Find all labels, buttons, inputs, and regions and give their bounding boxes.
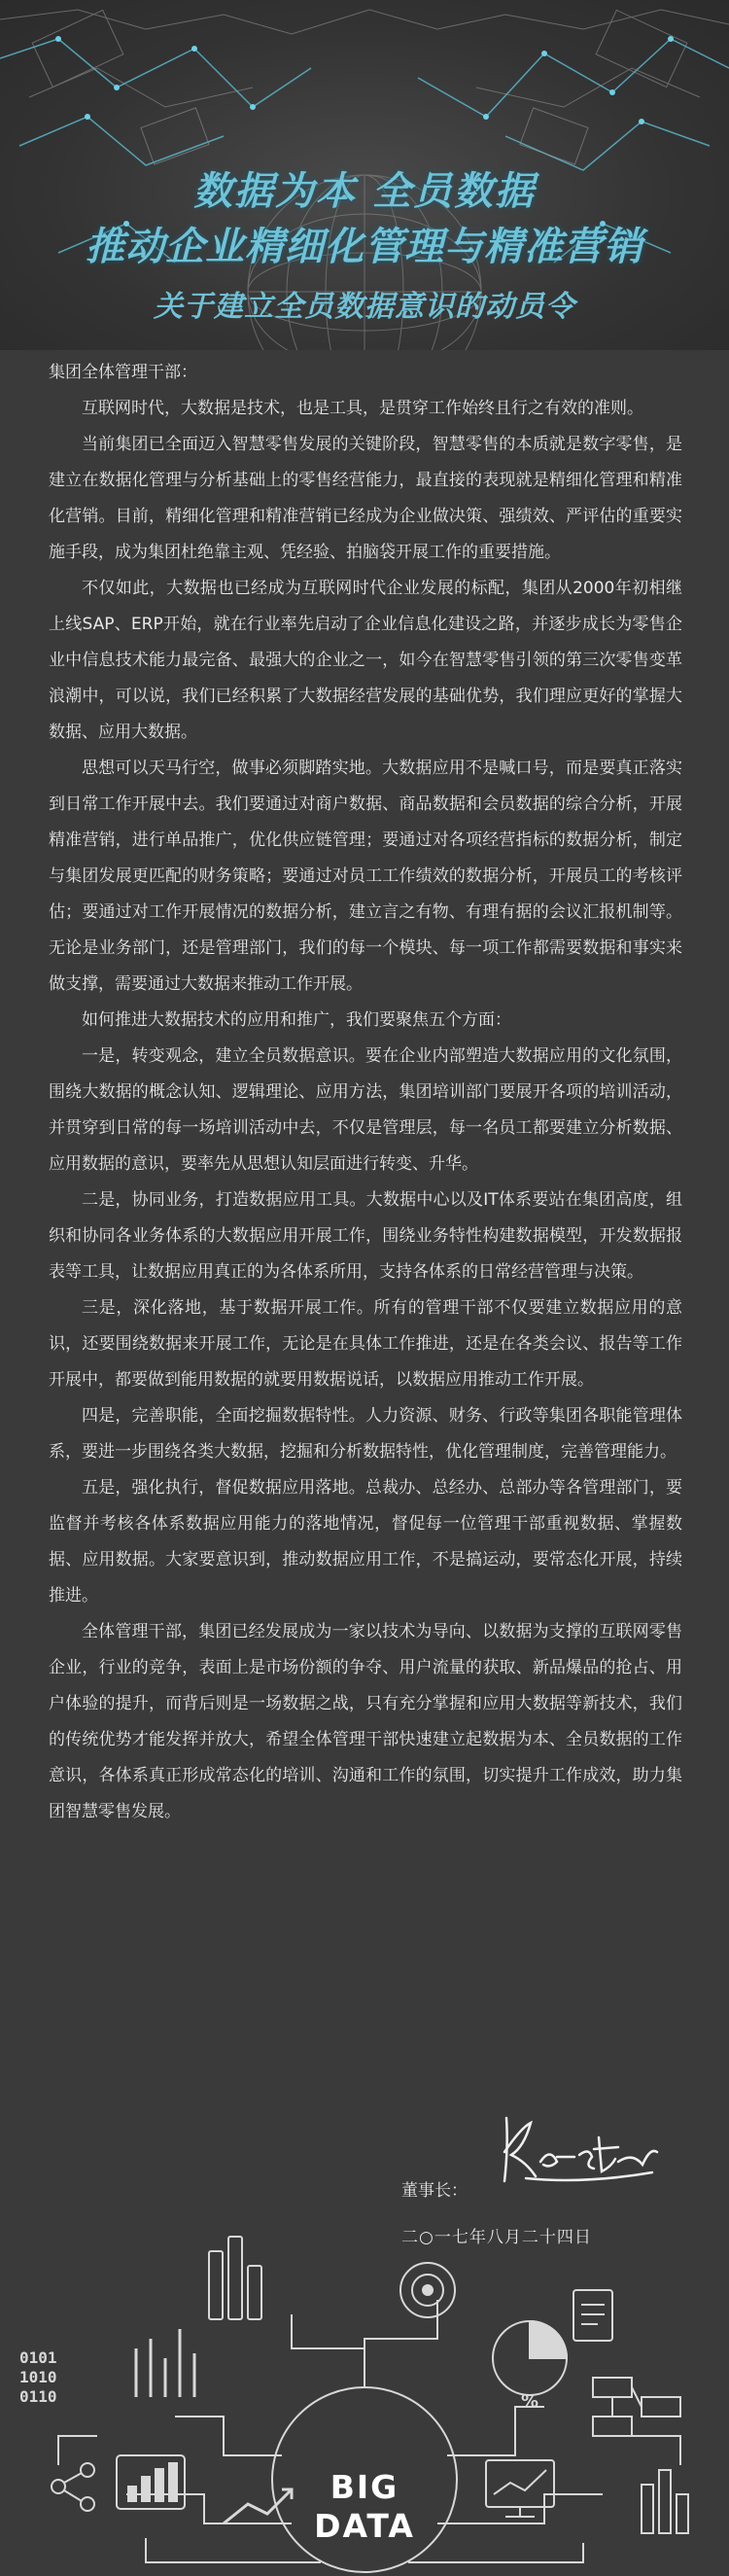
subtitle: 关于建立全员数据意识的动员令 (154, 290, 575, 324)
paragraph: 三是，深化落地，基于数据开展工作。所有的管理干部不仅要建立数据应用的意识，还要围绕数据来开展工作，无论是在具体工作推进，还是在各类会议、报告等工作开展中，都要做到能用数据的就要用数据说话，以数据应用推动工作开展。 (49, 1298, 682, 1390)
equalizer-icon (136, 2329, 194, 2397)
percent-icon (493, 2321, 567, 2395)
letter-date: 二○一七年八月二十四日 (401, 2228, 592, 2247)
paragraph: 二是，协同业务，打造数据应用工具。大数据中心以及IT体系要站在集团高度，组织和协同各业务体系的大数据应用开展工作，围绕业务特性构建数据模型，开发数据报表等工具，让数据应用真正的为各体系所用，支持各体系的日常经营管理与决策。 (49, 1190, 682, 1282)
binary-code-icon (19, 2348, 57, 2406)
paragraph: 全体管理干部，集团已经发展成为一家以技术为导向、以数据为支撑的互联网零售企业，行业的竞争，表面上是市场份额的争夺、用户流量的获取、新品爆品的抢占、用户体验的提升，而背后则是一场数据之战，只有充分掌握和应用大数据等新技术，我们的传统优势才能发挥并放大，希望全体管理干部快速建立起数据为本、全员数据的工作意识，各体系真正形成常态化的培训、沟通和工作的氛围，切实提升工作成效，助力集团智慧零售发展。 (49, 1622, 682, 1821)
svg-text:0101: 0101 (19, 2348, 57, 2367)
svg-text:0110: 0110 (19, 2387, 57, 2406)
handwritten-signature (497, 2108, 662, 2186)
letter-body (49, 355, 682, 1830)
paragraph: 不仅如此，大数据也已经成为互联网时代企业发展的标配，集团从2000年初相继上线SAP、ERP开始，就在行业率先启动了企业信息化建设之路，并逐步成长为零售企业中信息技术能力最完备、最强大的企业之一，如今在智慧零售引领的第三次零售变革浪潮中，可以说，我们已经积累了大数据经营发展的基础优势，我们理应更好的掌握大数据、应用大数据。 (49, 579, 682, 742)
paragraph: 互联网时代，大数据是技术，也是工具，是贯穿工作始终且行之有效的准则。 (82, 399, 643, 418)
document-icon (573, 2290, 612, 2341)
title-line-1: 数据为本 全员数据 (193, 169, 536, 214)
svg-text:1010: 1010 (19, 2368, 57, 2386)
paragraph: 四是，完善职能，全面挖掘数据特性。人力资源、财务、行政等集团各职能管理体系，要进一步围绕各类大数据，挖掘和分析数据特性，优化管理制度，完善管理能力。 (49, 1406, 682, 1462)
paragraph: 当前集团已全面迈入智慧零售发展的关键阶段，智慧零售的本质就是数字零售，是建立在数据化管理与分析基础上的零售经营能力，最直接的表现就是精细化管理和精准化营销。目前，精细化管理和精准营销已经成为企业做决策、强绩效、严评估的重要实施手段，成为集团杜绝靠主观、凭经验、拍脑袋开展工作的重要措施。 (49, 435, 682, 562)
paragraph: 一是，转变观念，建立全员数据意识。要在企业内部塑造大数据应用的文化氛围，围绕大数据的概念认知、逻辑理论、应用方法，集团培训部门要展开各项的培训活动，并贯穿到日常的每一场培训活动中去，不仅是管理层，每一名员工都要建立分析数据、应用数据的意识，要率先从思想认知层面进行转变、升华。 (49, 1046, 682, 1174)
percent-label: % (520, 2391, 539, 2412)
big-data-label (301, 2468, 428, 2546)
paragraph: 如何推进大数据技术的应用和推广，我们要聚焦五个方面： (82, 1010, 511, 1030)
flowchart-icon (593, 2378, 680, 2436)
growth-chart-icon (117, 2455, 185, 2509)
share-nodes-icon (52, 2463, 94, 2511)
column-bars-icon (642, 2470, 688, 2533)
title-line-2: 推动企业精细化管理与精准营销 (86, 225, 643, 269)
paragraph: 思想可以天马行空，做事必须脚踏实地。大数据应用不是喊口号，而是要真正落实到日常工作开展中去。我们要通过对商户数据、商品数据和会员数据的综合分析，开展精准营销，进行单品推广，优化供应链管理；要通过对各项经营指标的数据分析，制定与集团发展更匹配的财务策略；要通过对员工工作绩效的数据分析，开展员工的考核评估；要通过对工作开展情况的数据分析，建立言之有物、有理有据的会议汇报机制等。无论是业务部门，还是管理部门，我们的每一个模块、每一项工作都需要数据和事实来做支撑，需要通过大数据来推动工作开展。 (49, 759, 682, 994)
big-data-line-1: BIG (330, 2468, 399, 2506)
signatory-title: 董事长： (401, 2181, 468, 2201)
bar-chart-icon (209, 2237, 261, 2319)
salutation: 集团全体管理干部： (49, 363, 197, 382)
paragraph: 五是，强化执行，督促数据应用落地。总裁办、总经办、总部办等各管理部门，要监督并考核各体系数据应用能力的落地情况，督促每一位管理干部重视数据、掌握数据、应用数据。大家要意识到，推动数据应用工作，不是搞运动，要常态化开展，持续推进。 (49, 1478, 682, 1606)
header-banner (0, 0, 729, 350)
target-icon (400, 2263, 455, 2317)
big-data-line-2: DATA (314, 2507, 415, 2545)
